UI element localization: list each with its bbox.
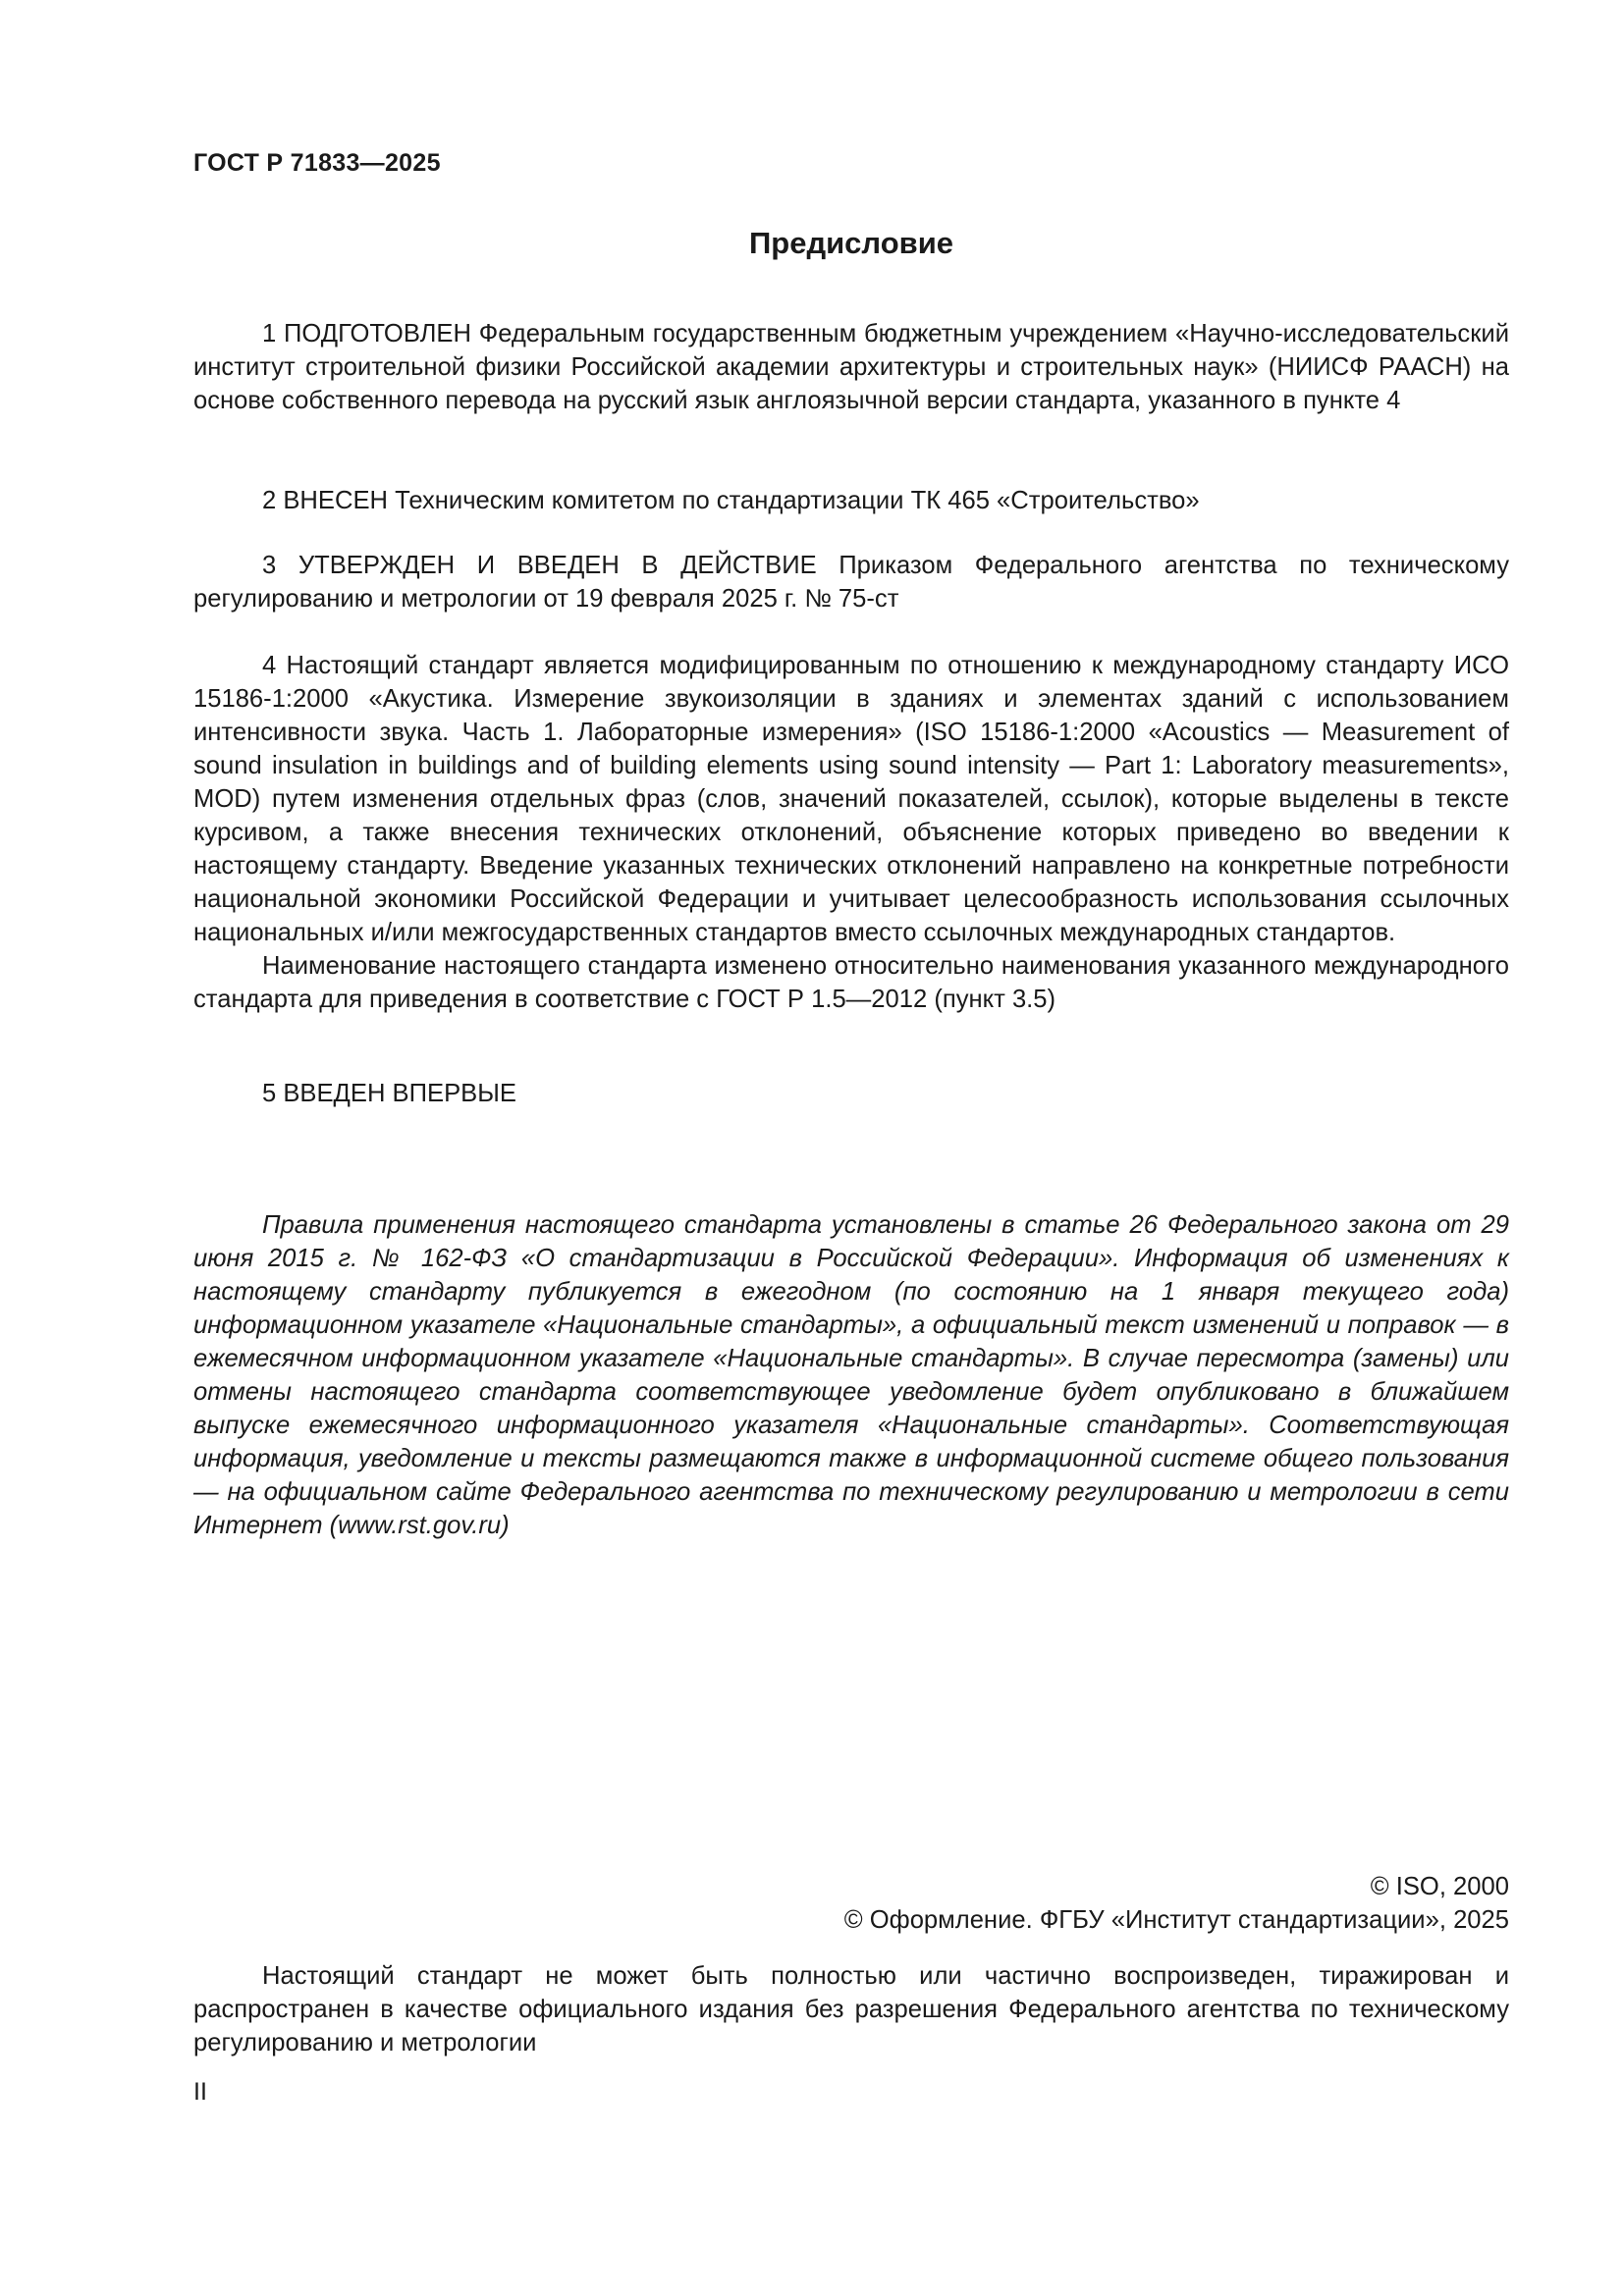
foreword-item-2	[193, 484, 1509, 517]
foreword-item-4-paragraph-1: 4 Настоящий стандарт является модифицированным по отношению к международному стандарту ИСО 15186-1:2000 «Акустика. Измерение звукоизоляции в зданиях и элементах зданий с использованием интенсивности звука. Часть 1. Лабораторные измерения» (ISO 15186-1:2000 «Acoustics — Measurement of sound insulation in buildings and of building elements using sound intensity — Part 1: Laboratory measurements», MOD) путем изменения отдельных фраз (слов, значений показателей, ссылок), которые выделены в тексте курсивом, а также внесения технических отклонений, объяснение которых приведено во введении к настоящему стандарту. Введение указанных технических отклонений направлено на конкретные потребности национальной экономики Российской Федерации и учитывает целесообразность использования ссылочных национальных и/или межгосударственных стандартов вместо ссылочных международных стандартов.	[193, 652, 1509, 946]
foreword-item-4	[193, 649, 1509, 1016]
foreword-item-2-text: 2 ВНЕСЕН Техническим комитетом по стандартизации ТК 465 «Строительство»	[262, 487, 1200, 514]
reproduction-notice-text: Настоящий стандарт не может быть полностью или частично воспроизведен, тиражирован и распространен в качестве официального издания без разрешения Федерального агентства по техническому регулированию и метрологии	[193, 1962, 1509, 2056]
foreword-item-5	[193, 1077, 1509, 1110]
foreword-item-1	[193, 317, 1509, 417]
foreword-item-3	[193, 549, 1509, 615]
application-rules	[193, 1208, 1509, 1542]
copyright-design: © Оформление. ФГБУ «Институт стандартизации», 2025	[843, 1906, 1509, 1934]
reproduction-notice	[193, 1959, 1509, 2059]
copyright-iso: © ISO, 2000	[1370, 1873, 1509, 1900]
foreword-item-1-text: 1 ПОДГОТОВЛЕН Федеральным государственным бюджетным учреждением «Научно-исследовательский институт строительной физики Российской академии архитектуры и строительных наук» (НИИСФ РААСН) на основе собственного перевода на русский язык англоязычной версии стандарта, указанного в пункте 4	[193, 320, 1509, 414]
page-title: Предисловие	[748, 226, 953, 260]
foreword-item-3-text: 3 УТВЕРЖДЕН И ВВЕДЕН В ДЕЙСТВИЕ Приказом Федерального агентства по техническому регулированию и метрологии от 19 февраля 2025 г. № 75-ст	[193, 552, 1509, 613]
page-number: II	[193, 2078, 207, 2106]
document-page	[193, 0, 1509, 2296]
foreword-item-4-paragraph-2: Наименование настоящего стандарта изменено относительно наименования указанного международного стандарта для приведения в соответствие с ГОСТ Р 1.5—2012 (пункт 3.5)	[193, 952, 1509, 1013]
copyright-block	[844, 1870, 1509, 1937]
foreword-item-5-text: 5 ВВЕДЕН ВПЕРВЫЕ	[262, 1080, 516, 1107]
document-code: ГОСТ Р 71833—2025	[193, 149, 441, 177]
application-rules-text: Правила применения настоящего стандарта установлены в статье 26 Федерального закона от 29 июня 2015 г. № 162-ФЗ «О стандартизации в Российской Федерации». Информация об изменениях к настоящему стандарту публикуется в ежегодном (по состоянию на 1 января текущего года) информационном указателе «Национальные стандарты», а официальный текст изменений и поправок — в ежемесячном информационном указателе «Национальные стандарты». В случае пересмотра (замены) или отмены настоящего стандарта соответствующее уведомление будет опубликовано в ближайшем выпуске ежемесячного информационного указателя «Национальные стандарты». Соответствующая информация, уведомление и тексты размещаются также в информационной системе общего пользования — на официальном сайте Федерального агентства по техническому регулированию и метрологии в сети Интернет (www.rst.gov.ru)	[193, 1211, 1509, 1539]
